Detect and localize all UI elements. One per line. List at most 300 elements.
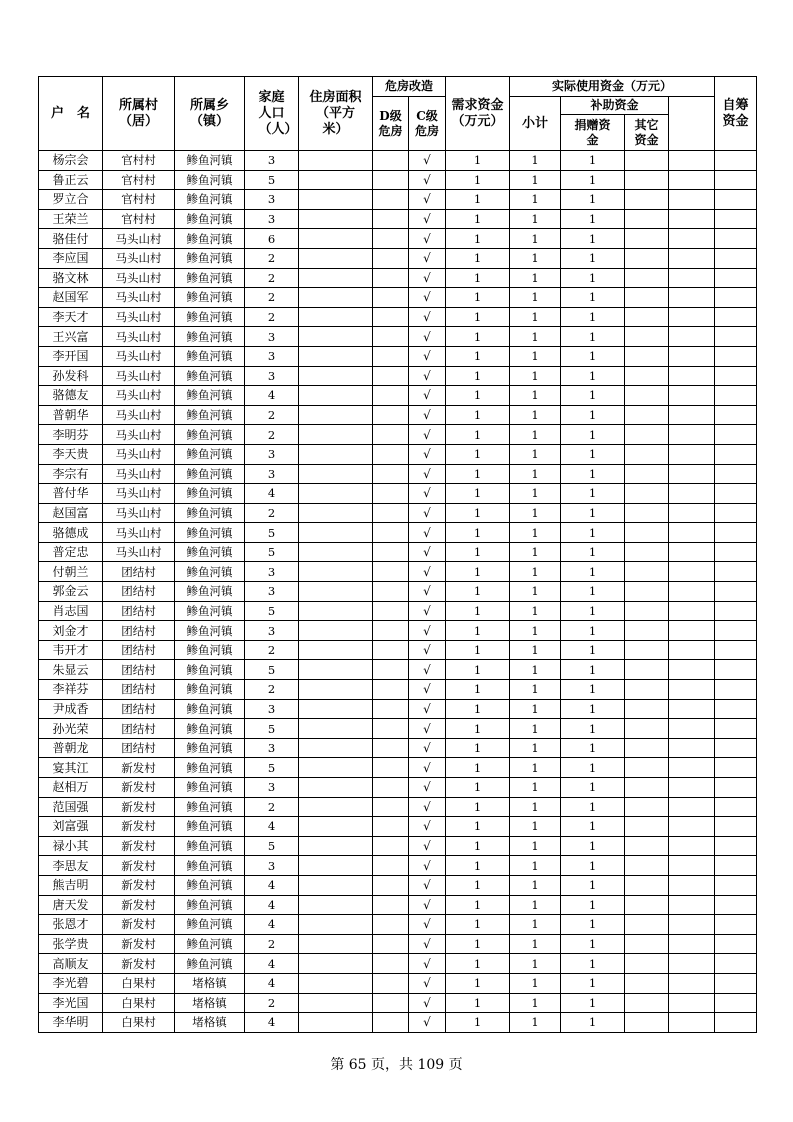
town-cell: 鲹鱼河镇 [175, 229, 245, 249]
household-size-cell: 6 [245, 229, 299, 249]
village-cell: 马头山村 [103, 464, 175, 484]
remarks-cell [715, 229, 757, 249]
household-size-cell: 2 [245, 934, 299, 954]
demand-funds-cell: 1 [446, 1013, 510, 1033]
household-size-cell: 4 [245, 386, 299, 406]
household-size-cell: 3 [245, 327, 299, 347]
d-level-cell [373, 484, 409, 504]
household-size-cell: 3 [245, 778, 299, 798]
self-raised-cell [669, 229, 715, 249]
village-cell: 马头山村 [103, 268, 175, 288]
header-c-level: C级危房 [409, 97, 446, 151]
town-cell: 鲹鱼河镇 [175, 346, 245, 366]
other-funds-cell [625, 895, 669, 915]
header-donation: 捐赠资金 [561, 115, 625, 151]
subtotal-cell: 1 [510, 660, 561, 680]
demand-funds-cell: 1 [446, 268, 510, 288]
table-row [39, 1013, 757, 1033]
housing-area-cell [299, 248, 373, 268]
remarks-cell [715, 386, 757, 406]
c-level-cell: √ [409, 425, 446, 445]
housing-area-cell [299, 758, 373, 778]
housing-area-cell [299, 797, 373, 817]
header-village: 所属村（居） [103, 77, 175, 151]
header-household-size: 家庭人口（人） [245, 77, 299, 151]
header-d-level: D级危房 [373, 97, 409, 151]
household-size-cell: 4 [245, 817, 299, 837]
village-cell: 新发村 [103, 856, 175, 876]
donation-cell: 1 [561, 327, 625, 347]
donation-cell: 1 [561, 562, 625, 582]
demand-funds-cell: 1 [446, 386, 510, 406]
subtotal-cell: 1 [510, 248, 561, 268]
table-row [39, 425, 757, 445]
remarks-cell [715, 680, 757, 700]
c-level-cell: √ [409, 797, 446, 817]
village-cell: 马头山村 [103, 327, 175, 347]
town-cell: 鲹鱼河镇 [175, 758, 245, 778]
town-cell: 鲹鱼河镇 [175, 778, 245, 798]
demand-funds-cell: 1 [446, 758, 510, 778]
housing-area-cell [299, 934, 373, 954]
self-raised-cell [669, 640, 715, 660]
d-level-cell [373, 699, 409, 719]
demand-funds-cell: 1 [446, 209, 510, 229]
self-raised-cell [669, 327, 715, 347]
c-level-cell: √ [409, 170, 446, 190]
other-funds-cell [625, 582, 669, 602]
c-level-cell: √ [409, 738, 446, 758]
d-level-cell [373, 601, 409, 621]
town-cell: 堵格镇 [175, 973, 245, 993]
d-level-cell [373, 170, 409, 190]
other-funds-cell [625, 973, 669, 993]
subtotal-cell: 1 [510, 621, 561, 641]
d-level-cell [373, 778, 409, 798]
donation-cell: 1 [561, 542, 625, 562]
d-level-cell [373, 386, 409, 406]
housing-area-cell [299, 660, 373, 680]
d-level-cell [373, 542, 409, 562]
name-cell: 张恩才 [39, 915, 103, 935]
household-size-cell: 3 [245, 366, 299, 386]
donation-cell: 1 [561, 778, 625, 798]
housing-area-cell [299, 229, 373, 249]
table-row [39, 758, 757, 778]
village-cell: 马头山村 [103, 542, 175, 562]
table-row [39, 954, 757, 974]
d-level-cell [373, 915, 409, 935]
donation-cell: 1 [561, 1013, 625, 1033]
demand-funds-cell: 1 [446, 797, 510, 817]
c-level-cell: √ [409, 621, 446, 641]
town-cell: 鲹鱼河镇 [175, 699, 245, 719]
donation-cell: 1 [561, 248, 625, 268]
donation-cell: 1 [561, 170, 625, 190]
self-raised-cell [669, 915, 715, 935]
table-row [39, 875, 757, 895]
housing-area-cell [299, 503, 373, 523]
donation-cell: 1 [561, 640, 625, 660]
donation-cell: 1 [561, 386, 625, 406]
demand-funds-cell: 1 [446, 699, 510, 719]
other-funds-cell [625, 758, 669, 778]
household-size-cell: 4 [245, 973, 299, 993]
remarks-cell [715, 817, 757, 837]
name-cell: 熊吉明 [39, 875, 103, 895]
demand-funds-cell: 1 [446, 660, 510, 680]
donation-cell: 1 [561, 209, 625, 229]
other-funds-cell [625, 836, 669, 856]
header-demand-funds: 需求资金（万元） [446, 77, 510, 151]
name-cell: 刘富强 [39, 817, 103, 837]
c-level-cell: √ [409, 229, 446, 249]
d-level-cell [373, 621, 409, 641]
other-funds-cell [625, 699, 669, 719]
self-raised-cell [669, 1013, 715, 1033]
other-funds-cell [625, 797, 669, 817]
household-size-cell: 2 [245, 640, 299, 660]
remarks-cell [715, 151, 757, 171]
demand-funds-cell: 1 [446, 523, 510, 543]
d-level-cell [373, 444, 409, 464]
table-row [39, 993, 757, 1013]
self-raised-cell [669, 856, 715, 876]
village-cell: 新发村 [103, 797, 175, 817]
other-funds-cell [625, 327, 669, 347]
demand-funds-cell: 1 [446, 738, 510, 758]
demand-funds-cell: 1 [446, 288, 510, 308]
remarks-cell [715, 758, 757, 778]
village-cell: 新发村 [103, 758, 175, 778]
d-level-cell [373, 268, 409, 288]
self-raised-cell [669, 993, 715, 1013]
c-level-cell: √ [409, 484, 446, 504]
donation-cell: 1 [561, 699, 625, 719]
village-cell: 白果村 [103, 993, 175, 1013]
demand-funds-cell: 1 [446, 405, 510, 425]
other-funds-cell [625, 268, 669, 288]
name-cell: 杨宗会 [39, 151, 103, 171]
town-cell: 堵格镇 [175, 1013, 245, 1033]
subtotal-cell: 1 [510, 151, 561, 171]
table-row [39, 327, 757, 347]
housing-area-cell [299, 366, 373, 386]
town-cell: 鲹鱼河镇 [175, 582, 245, 602]
d-level-cell [373, 405, 409, 425]
remarks-cell [715, 405, 757, 425]
household-size-cell: 5 [245, 601, 299, 621]
name-cell: 李华明 [39, 1013, 103, 1033]
housing-area-cell [299, 484, 373, 504]
donation-cell: 1 [561, 836, 625, 856]
demand-funds-cell: 1 [446, 170, 510, 190]
remarks-cell [715, 190, 757, 210]
housing-area-cell [299, 699, 373, 719]
town-cell: 鲹鱼河镇 [175, 856, 245, 876]
table-row [39, 484, 757, 504]
c-level-cell: √ [409, 268, 446, 288]
donation-cell: 1 [561, 621, 625, 641]
remarks-cell [715, 1013, 757, 1033]
demand-funds-cell: 1 [446, 425, 510, 445]
donation-cell: 1 [561, 660, 625, 680]
town-cell: 鲹鱼河镇 [175, 797, 245, 817]
household-size-cell: 2 [245, 248, 299, 268]
table-row [39, 248, 757, 268]
table-row [39, 151, 757, 171]
d-level-cell [373, 895, 409, 915]
household-size-cell: 2 [245, 797, 299, 817]
name-cell: 普定忠 [39, 542, 103, 562]
remarks-cell [715, 464, 757, 484]
remarks-cell [715, 993, 757, 1013]
subtotal-cell: 1 [510, 758, 561, 778]
table-row [39, 778, 757, 798]
self-raised-cell [669, 268, 715, 288]
remarks-cell [715, 288, 757, 308]
self-raised-cell [669, 719, 715, 739]
name-cell: 李宗有 [39, 464, 103, 484]
name-cell: 罗立合 [39, 190, 103, 210]
town-cell: 鲹鱼河镇 [175, 425, 245, 445]
self-raised-cell [669, 170, 715, 190]
c-level-cell: √ [409, 856, 446, 876]
self-raised-cell [669, 836, 715, 856]
housing-area-cell [299, 856, 373, 876]
donation-cell: 1 [561, 307, 625, 327]
c-level-cell: √ [409, 640, 446, 660]
household-size-cell: 2 [245, 993, 299, 1013]
village-cell: 马头山村 [103, 386, 175, 406]
remarks-cell [715, 503, 757, 523]
subtotal-cell: 1 [510, 778, 561, 798]
d-level-cell [373, 1013, 409, 1033]
donation-cell: 1 [561, 973, 625, 993]
self-raised-cell [669, 660, 715, 680]
header-name: 户 名 [39, 77, 103, 151]
c-level-cell: √ [409, 875, 446, 895]
village-cell: 新发村 [103, 875, 175, 895]
town-cell: 鲹鱼河镇 [175, 915, 245, 935]
village-cell: 马头山村 [103, 523, 175, 543]
donation-cell: 1 [561, 425, 625, 445]
d-level-cell [373, 797, 409, 817]
housing-area-cell [299, 680, 373, 700]
remarks-cell [715, 719, 757, 739]
name-cell: 孙光荣 [39, 719, 103, 739]
subtotal-cell: 1 [510, 346, 561, 366]
subtotal-cell: 1 [510, 738, 561, 758]
town-cell: 鲹鱼河镇 [175, 601, 245, 621]
subtotal-cell: 1 [510, 327, 561, 347]
household-size-cell: 4 [245, 915, 299, 935]
demand-funds-cell: 1 [446, 327, 510, 347]
other-funds-cell [625, 386, 669, 406]
housing-area-cell [299, 405, 373, 425]
other-funds-cell [625, 915, 669, 935]
name-cell: 尹成香 [39, 699, 103, 719]
self-raised-cell [669, 817, 715, 837]
other-funds-cell [625, 660, 669, 680]
other-funds-cell [625, 248, 669, 268]
self-raised-cell [669, 699, 715, 719]
housing-area-cell [299, 915, 373, 935]
d-level-cell [373, 954, 409, 974]
self-raised-cell [669, 523, 715, 543]
d-level-cell [373, 288, 409, 308]
village-cell: 官村村 [103, 209, 175, 229]
village-cell: 团结村 [103, 582, 175, 602]
self-raised-cell [669, 934, 715, 954]
c-level-cell: √ [409, 758, 446, 778]
table-row [39, 915, 757, 935]
d-level-cell [373, 973, 409, 993]
housing-area-cell [299, 523, 373, 543]
town-cell: 鲹鱼河镇 [175, 621, 245, 641]
table-row [39, 601, 757, 621]
subtotal-cell: 1 [510, 484, 561, 504]
name-cell: 普朝龙 [39, 738, 103, 758]
town-cell: 鲹鱼河镇 [175, 954, 245, 974]
donation-cell: 1 [561, 758, 625, 778]
town-cell: 鲹鱼河镇 [175, 738, 245, 758]
d-level-cell [373, 934, 409, 954]
demand-funds-cell: 1 [446, 190, 510, 210]
name-cell: 李光国 [39, 993, 103, 1013]
remarks-cell [715, 170, 757, 190]
self-raised-cell [669, 797, 715, 817]
c-level-cell: √ [409, 209, 446, 229]
remarks-cell [715, 425, 757, 445]
name-cell: 李应国 [39, 248, 103, 268]
c-level-cell: √ [409, 386, 446, 406]
d-level-cell [373, 660, 409, 680]
demand-funds-cell: 1 [446, 954, 510, 974]
household-size-cell: 4 [245, 875, 299, 895]
self-raised-cell [669, 151, 715, 171]
name-cell: 范国强 [39, 797, 103, 817]
self-raised-cell [669, 895, 715, 915]
village-cell: 马头山村 [103, 229, 175, 249]
d-level-cell [373, 582, 409, 602]
household-size-cell: 3 [245, 562, 299, 582]
other-funds-cell [625, 954, 669, 974]
table-row [39, 797, 757, 817]
town-cell: 鲹鱼河镇 [175, 817, 245, 837]
housing-area-cell [299, 719, 373, 739]
c-level-cell: √ [409, 817, 446, 837]
remarks-cell [715, 268, 757, 288]
household-size-cell: 2 [245, 405, 299, 425]
self-raised-cell [669, 444, 715, 464]
d-level-cell [373, 875, 409, 895]
village-cell: 马头山村 [103, 307, 175, 327]
header-housing-area: 住房面积（平方米） [299, 77, 373, 151]
c-level-cell: √ [409, 993, 446, 1013]
other-funds-cell [625, 562, 669, 582]
housing-area-cell [299, 973, 373, 993]
village-cell: 白果村 [103, 973, 175, 993]
header-town: 所属乡（镇） [175, 77, 245, 151]
name-cell: 李明芬 [39, 425, 103, 445]
remarks-cell [715, 582, 757, 602]
donation-cell: 1 [561, 464, 625, 484]
remarks-cell [715, 660, 757, 680]
demand-funds-cell: 1 [446, 151, 510, 171]
other-funds-cell [625, 190, 669, 210]
remarks-cell [715, 484, 757, 504]
demand-funds-cell: 1 [446, 680, 510, 700]
housing-area-cell [299, 307, 373, 327]
table-row [39, 934, 757, 954]
donation-cell: 1 [561, 503, 625, 523]
name-cell: 赵相万 [39, 778, 103, 798]
subtotal-cell: 1 [510, 719, 561, 739]
demand-funds-cell: 1 [446, 464, 510, 484]
housing-area-cell [299, 288, 373, 308]
table-row [39, 640, 757, 660]
subtotal-cell: 1 [510, 523, 561, 543]
table-row [39, 464, 757, 484]
village-cell: 团结村 [103, 601, 175, 621]
name-cell: 郭金云 [39, 582, 103, 602]
town-cell: 鲹鱼河镇 [175, 562, 245, 582]
table-row [39, 209, 757, 229]
village-cell: 马头山村 [103, 248, 175, 268]
donation-cell: 1 [561, 366, 625, 386]
subtotal-cell: 1 [510, 170, 561, 190]
demand-funds-cell: 1 [446, 719, 510, 739]
demand-funds-cell: 1 [446, 856, 510, 876]
name-cell: 李思友 [39, 856, 103, 876]
name-cell: 张学贵 [39, 934, 103, 954]
name-cell: 高顺友 [39, 954, 103, 974]
remarks-cell [715, 248, 757, 268]
remarks-cell [715, 836, 757, 856]
donation-cell: 1 [561, 719, 625, 739]
demand-funds-cell: 1 [446, 621, 510, 641]
header-other-funds: 其它资金 [625, 115, 669, 151]
donation-cell: 1 [561, 151, 625, 171]
donation-cell: 1 [561, 875, 625, 895]
self-raised-cell [669, 680, 715, 700]
table-row [39, 856, 757, 876]
self-raised-cell [669, 307, 715, 327]
other-funds-cell [625, 1013, 669, 1033]
name-cell: 骆文林 [39, 268, 103, 288]
header-subsidy: 补助资金 [561, 97, 669, 115]
town-cell: 鲹鱼河镇 [175, 209, 245, 229]
remarks-cell [715, 327, 757, 347]
household-size-cell: 5 [245, 719, 299, 739]
town-cell: 鲹鱼河镇 [175, 836, 245, 856]
c-level-cell: √ [409, 778, 446, 798]
table-row [39, 738, 757, 758]
housing-area-cell [299, 562, 373, 582]
subtotal-cell: 1 [510, 856, 561, 876]
donation-cell: 1 [561, 915, 625, 935]
d-level-cell [373, 151, 409, 171]
town-cell: 鲹鱼河镇 [175, 268, 245, 288]
town-cell: 鲹鱼河镇 [175, 190, 245, 210]
remarks-cell [715, 954, 757, 974]
table-row [39, 817, 757, 837]
name-cell: 赵国军 [39, 288, 103, 308]
name-cell: 普付华 [39, 484, 103, 504]
demand-funds-cell: 1 [446, 346, 510, 366]
housing-area-cell [299, 640, 373, 660]
